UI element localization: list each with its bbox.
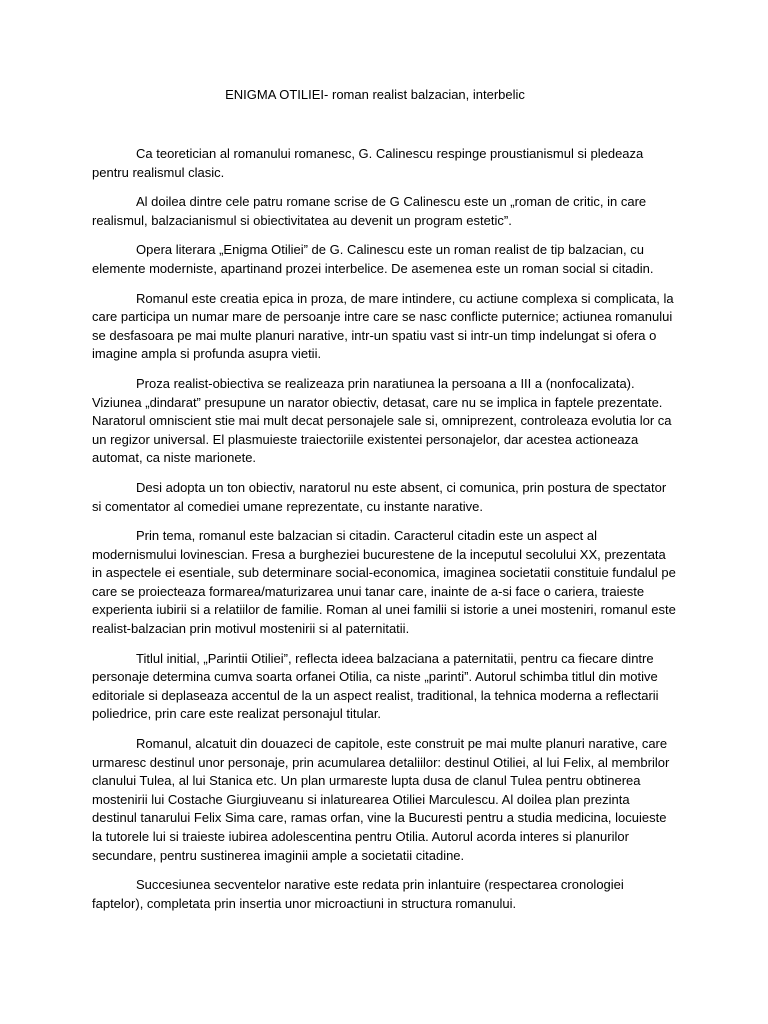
paragraph-3: Opera literara „Enigma Otiliei” de G. Calinescu este un roman realist de tip balzacian, cu elemente moderniste, apartinand prozei interbelice. De asemenea este un roman social si citadin. <box>92 242 654 276</box>
document-title: ENIGMA OTILIEI- roman realist balzacian, interbelic <box>225 87 525 102</box>
paragraph-5: Proza realist-obiectiva se realizeaza prin naratiunea la persoana a III a (nonfocalizata). Viziunea „dindarat” presupune un narator obiectiv, detasat, care nu se implica in faptele prezentate. Naratorul omniscient stie mai mult decat personajele sale si, omniprezent, controleaza evolutia lor ca un regizor universal. El plasmuieste traiectoriile existentei personajelor, dar acestea actioneaza automat, ca niste marionete. <box>92 375 672 466</box>
paragraph-10: Succesiunea secventelor narative este redata prin inlantuire (respectarea cronologiei faptelor), completata prin insertia unor microactiuni in structura romanului. <box>92 877 624 911</box>
document-body <box>92 145 678 924</box>
paragraph-9: Romanul, alcatuit din douazeci de capitole, este construit pe mai multe planuri narative, care urmaresc destinul unor personaje, prin acumularea detaliilor: destinul Otiliei, al lui Felix, al membrilor clanului Tulea, al lui Stanica etc. Un plan urmareste lupta dusa de clanul Tulea pentru obtinerea mostenirii lui Costache Giurgiuveanu si inlaturearea Otiliei Marculescu. Al doilea plan prezinta destinul tanarului Felix Sima care, ramas orfan, vine la Bucuresti pentru a studia medicina, locuieste la tutorele lui si traieste iubirea adolescentina pentru Otilia. Autorul acorda interes si planurilor secundare, pentru sustinerea imaginii ample a societatii citadine. <box>92 736 670 863</box>
paragraph-6: Desi adopta un ton obiectiv, naratorul nu este absent, ci comunica, prin postura de spectator si comentator al comediei umane reprezentate, cu instante narative. <box>92 479 667 514</box>
paragraph-8: Titlul initial, „Parintii Otiliei”, reflecta ideea balzaciana a paternitatii, pentru ca fiecare dintre personaje determina cumva soarta orfanei Otilia, ca niste „parinti”. Autorul schimba titlul din motive editoriale si deplaseaza accentul de la un aspect realist, traditional, la tehnica moderna a reflectarii poliedrice, prin care este realizat personajul titular. <box>92 650 659 722</box>
paragraph-1: Ca teoretician al romanului romanesc, G. Calinescu respinge proustianismul si pledeaza pentru realismul clasic. <box>92 146 644 180</box>
paragraph-2: Al doilea dintre cele patru romane scrise de G Calinescu este un „roman de critic, in care realismul, balzacianismul si obiectivitatea au devenit un program estetic”. <box>92 194 647 228</box>
paragraph-7: Prin tema, romanul este balzacian si citadin. Caracterul citadin este un aspect al modernismului lovinescian. Fresa a burgheziei bucurestene de la inceputul secolului XX, prezentata in aspectele ei esentiale, sub determinare social-economica, imaginea societatii constituie fundalul pe care se proiecteaza formarea/maturizarea unui tanar care, inainte de a-si face o cariera, traieste experienta iubirii si a relatiilor de familie. Roman al unei familii si istorie a unei mosteniri, romanul este realist-balzacian prin motivul mostenirii si al paternitatii. <box>92 528 676 637</box>
paragraph-4: Romanul este creatia epica in proza, de mare intindere, cu actiune complexa si complicata, la care participa un numar mare de persoanje intre care se nasc conflicte puternice; actiunea romanului se desfasoara pe mai multe planuri narative, intr-un spatiu vast si intr-un timp indelungat si ofera o imagine ampla si profunda asupra vietii. <box>92 290 674 362</box>
